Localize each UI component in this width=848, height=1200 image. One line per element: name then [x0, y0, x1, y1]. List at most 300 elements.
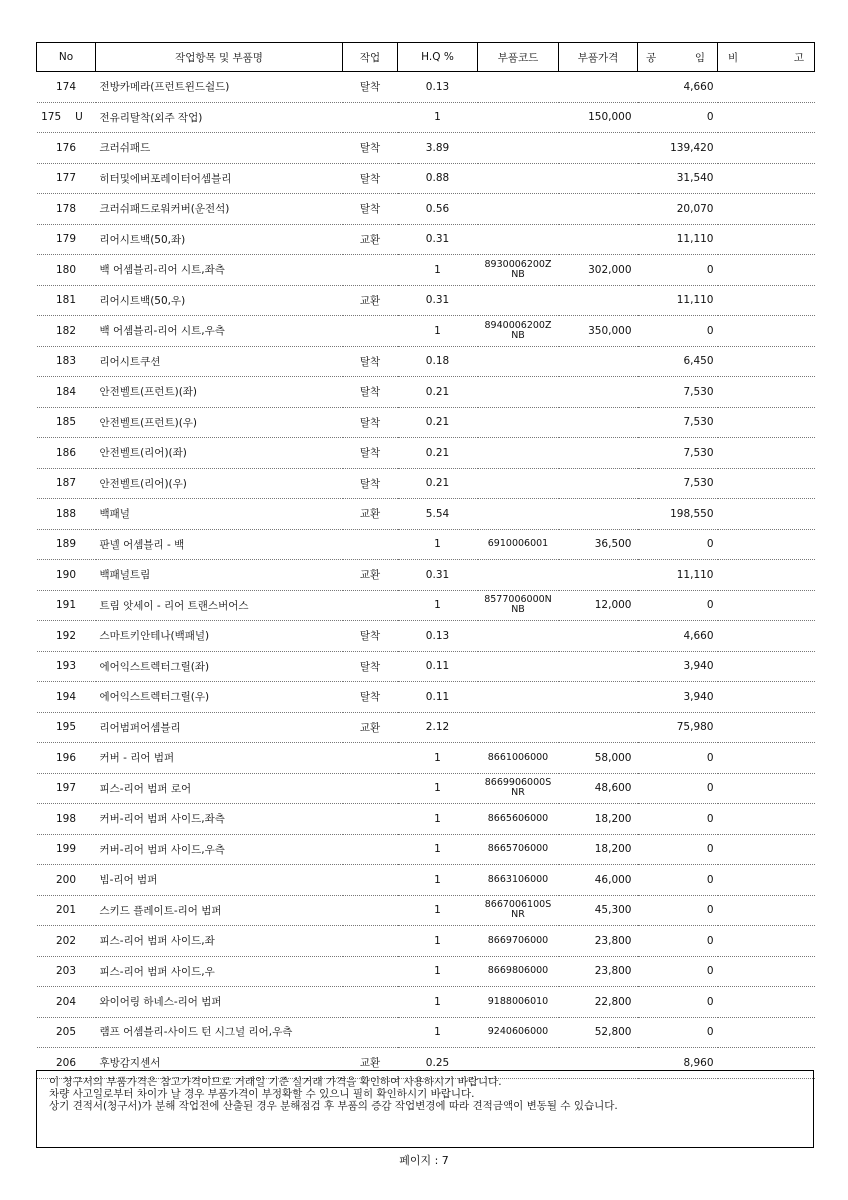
cell-no [37, 529, 96, 560]
cell-code [478, 560, 559, 591]
cell-work [343, 956, 398, 987]
item-name: 안전벨트(프런트)(우) [99, 416, 198, 429]
cell-hq: 0.88 [398, 163, 478, 194]
table-row [37, 895, 815, 926]
cell-code: 8930006200Z NB [478, 255, 559, 286]
table-row [37, 407, 815, 438]
item-name: 피스-리어 범퍼 사이드,좌 [99, 935, 215, 948]
cell-item [96, 224, 343, 255]
cell-no [37, 956, 96, 987]
item-name: 크러쉬패드로워커버(운전석) [99, 203, 230, 216]
table-row [37, 743, 815, 774]
cell-note [718, 72, 815, 103]
item-name: 안전벨트(리어)(좌) [99, 447, 187, 460]
cell-hq: 1 [398, 956, 478, 987]
header-labor-right: 임 [694, 51, 705, 64]
row-number: 192 [55, 629, 77, 642]
table-row [37, 72, 815, 103]
cell-code [478, 72, 559, 103]
cell-no [37, 560, 96, 591]
cell-item [96, 804, 343, 835]
item-name: 와이어링 하네스-리어 범퍼 [99, 996, 222, 1009]
cell-code: 8665706000 [478, 834, 559, 865]
cell-labor: 75,980 [638, 712, 718, 743]
row-number: 187 [55, 477, 77, 490]
item-name: 리어시트백(50,좌) [99, 233, 186, 246]
cell-note [718, 987, 815, 1018]
table-row [37, 834, 815, 865]
table-row [37, 346, 815, 377]
cell-labor: 0 [638, 834, 718, 865]
cell-hq: 0.31 [398, 285, 478, 316]
item-name: 커버 - 리어 범퍼 [99, 752, 175, 765]
table-row [37, 499, 815, 530]
item-name: 백패널트림 [99, 569, 151, 582]
cell-hq: 0.13 [398, 72, 478, 103]
table-row [37, 956, 815, 987]
cell-no [37, 285, 96, 316]
cell-labor: 0 [638, 255, 718, 286]
table-row [37, 377, 815, 408]
cell-note [718, 712, 815, 743]
cell-note [718, 743, 815, 774]
cell-labor: 3,940 [638, 682, 718, 713]
cell-work: 탈착 [343, 72, 398, 103]
cell-no [37, 133, 96, 164]
table-row [37, 621, 815, 652]
cell-price: 12,000 [559, 590, 638, 621]
cell-note [718, 1017, 815, 1048]
cell-work: 탈착 [343, 682, 398, 713]
cell-price [559, 377, 638, 408]
row-number: 175 [41, 111, 62, 124]
cell-labor: 7,530 [638, 377, 718, 408]
cell-no [37, 438, 96, 469]
cell-price: 23,800 [559, 926, 638, 957]
cell-item [96, 590, 343, 621]
cell-code [478, 651, 559, 682]
cell-price: 350,000 [559, 316, 638, 347]
cell-work [343, 590, 398, 621]
table-row [37, 163, 815, 194]
item-name: 빔-리어 범퍼 [99, 874, 158, 887]
page-number: 페이지 : 7 [399, 1154, 449, 1167]
item-name: 백 어셈블리-리어 시트,좌측 [99, 264, 225, 277]
cell-labor: 11,110 [638, 224, 718, 255]
cell-note [718, 407, 815, 438]
cell-code [478, 224, 559, 255]
header-note-right: 고 [793, 51, 804, 64]
header-no: No [37, 43, 96, 72]
cell-note [718, 956, 815, 987]
cell-price: 48,600 [559, 773, 638, 804]
cell-no [37, 102, 96, 133]
cell-labor: 31,540 [638, 163, 718, 194]
cell-no [37, 773, 96, 804]
row-number: 190 [55, 568, 77, 581]
table-row [37, 712, 815, 743]
cell-work [343, 1017, 398, 1048]
item-name: 스마트키안테나(백패널) [99, 630, 210, 643]
row-number: 183 [55, 355, 77, 368]
cell-hq: 1 [398, 804, 478, 835]
cell-price [559, 560, 638, 591]
row-number: 178 [55, 202, 77, 215]
cell-note [718, 133, 815, 164]
cell-hq: 0.56 [398, 194, 478, 225]
table-row [37, 194, 815, 225]
cell-work [343, 804, 398, 835]
estimate-table [36, 42, 815, 1079]
cell-code: 8667006100S NR [478, 895, 559, 926]
cell-note [718, 346, 815, 377]
cell-item [96, 895, 343, 926]
cell-no [37, 834, 96, 865]
cell-note [718, 316, 815, 347]
header-work: 작업 [343, 43, 398, 72]
item-name: 안전벨트(리어)(우) [99, 477, 187, 490]
row-number: 186 [55, 446, 77, 459]
cell-hq: 0.21 [398, 438, 478, 469]
cell-note [718, 163, 815, 194]
cell-item [96, 651, 343, 682]
cell-item [96, 773, 343, 804]
cell-item [96, 194, 343, 225]
item-name: 커버-리어 범퍼 사이드,좌측 [99, 813, 225, 826]
header-labor-left: 공 [646, 51, 657, 64]
item-name: 리어시트백(50,우) [99, 294, 186, 307]
cell-price [559, 712, 638, 743]
row-number: 189 [55, 538, 77, 551]
notice-line: 이 청구서의 부품가격은 참고가격이므로 거래일 기준 실거래 가격을 확인하여 사용하시기 바랍니다. [49, 1076, 502, 1088]
cell-hq: 0.21 [398, 468, 478, 499]
row-number: 196 [55, 751, 77, 764]
cell-hq: 0.11 [398, 651, 478, 682]
cell-hq: 1 [398, 865, 478, 896]
cell-item [96, 834, 343, 865]
cell-price: 23,800 [559, 956, 638, 987]
table-row [37, 682, 815, 713]
cell-hq: 1 [398, 834, 478, 865]
row-number: 197 [55, 782, 77, 795]
cell-item [96, 529, 343, 560]
cell-price [559, 346, 638, 377]
cell-labor: 11,110 [638, 560, 718, 591]
cell-code: 8669806000 [478, 956, 559, 987]
item-name: 램프 어셈블리-사이드 턴 시그널 리어,우측 [99, 1026, 293, 1039]
header-price: 부품가격 [559, 43, 638, 72]
table-row [37, 438, 815, 469]
cell-price [559, 163, 638, 194]
row-number: 179 [55, 233, 77, 246]
cell-note [718, 499, 815, 530]
row-number: 180 [55, 263, 77, 276]
row-number: 194 [55, 690, 77, 703]
table-row [37, 1017, 815, 1048]
cell-work: 탈착 [343, 407, 398, 438]
cell-hq: 0.31 [398, 224, 478, 255]
row-number: 188 [55, 507, 77, 520]
cell-item [96, 346, 343, 377]
row-number: 205 [55, 1026, 77, 1039]
cell-no [37, 224, 96, 255]
cell-code: 8663106000 [478, 865, 559, 896]
cell-no [37, 987, 96, 1018]
row-number: 185 [55, 416, 77, 429]
cell-code [478, 499, 559, 530]
cell-hq: 1 [398, 316, 478, 347]
cell-code [478, 682, 559, 713]
cell-item [96, 102, 343, 133]
cell-no [37, 499, 96, 530]
cell-code: 8669706000 [478, 926, 559, 957]
cell-work [343, 895, 398, 926]
cell-labor: 0 [638, 865, 718, 896]
cell-price [559, 621, 638, 652]
cell-work [343, 316, 398, 347]
cell-price: 18,200 [559, 804, 638, 835]
cell-no [37, 895, 96, 926]
item-name: 백패널 [99, 508, 130, 521]
item-name: 에어익스트렉터그릴(좌) [99, 660, 210, 673]
cell-note [718, 285, 815, 316]
cell-hq: 0.21 [398, 377, 478, 408]
cell-item [96, 377, 343, 408]
cell-no [37, 804, 96, 835]
row-number: 184 [55, 385, 77, 398]
cell-code: 8661006000 [478, 743, 559, 774]
cell-labor: 0 [638, 1017, 718, 1048]
cell-labor: 20,070 [638, 194, 718, 225]
cell-code [478, 377, 559, 408]
cell-item [96, 865, 343, 896]
cell-hq: 1 [398, 926, 478, 957]
cell-no [37, 621, 96, 652]
cell-labor: 7,530 [638, 438, 718, 469]
cell-hq: 0.31 [398, 560, 478, 591]
cell-item [96, 255, 343, 286]
cell-code [478, 712, 559, 743]
table-body [37, 72, 815, 1079]
cell-work [343, 865, 398, 896]
table-row [37, 224, 815, 255]
estimate-table-frame [36, 42, 814, 1079]
cell-no [37, 255, 96, 286]
cell-work: 탈착 [343, 163, 398, 194]
cell-hq: 1 [398, 1017, 478, 1048]
cell-work [343, 529, 398, 560]
row-number: 176 [55, 141, 77, 154]
cell-labor: 0 [638, 956, 718, 987]
row-number: 182 [55, 324, 77, 337]
cell-no [37, 682, 96, 713]
cell-work: 탈착 [343, 468, 398, 499]
cell-item [96, 407, 343, 438]
cell-no [37, 194, 96, 225]
cell-price [559, 224, 638, 255]
item-name: 트림 앗세이 - 리어 트랜스버어스 [99, 599, 249, 612]
cell-item [96, 285, 343, 316]
cell-price [559, 194, 638, 225]
cell-labor: 0 [638, 316, 718, 347]
cell-work [343, 987, 398, 1018]
cell-price [559, 72, 638, 103]
row-number: 206 [55, 1056, 77, 1069]
cell-work [343, 102, 398, 133]
cell-labor: 7,530 [638, 468, 718, 499]
cell-labor: 0 [638, 529, 718, 560]
cell-no [37, 743, 96, 774]
cell-item [96, 926, 343, 957]
cell-work [343, 255, 398, 286]
cell-note [718, 194, 815, 225]
cell-labor: 139,420 [638, 133, 718, 164]
header-labor [638, 43, 718, 72]
cell-hq: 3.89 [398, 133, 478, 164]
cell-code [478, 194, 559, 225]
cell-price: 45,300 [559, 895, 638, 926]
row-number: 195 [55, 721, 77, 734]
cell-work: 탈착 [343, 133, 398, 164]
cell-work [343, 743, 398, 774]
cell-price [559, 407, 638, 438]
cell-hq: 0.21 [398, 407, 478, 438]
cell-price [559, 133, 638, 164]
cell-labor: 0 [638, 895, 718, 926]
cell-item [96, 712, 343, 743]
table-row [37, 926, 815, 957]
cell-no [37, 865, 96, 896]
cell-price: 52,800 [559, 1017, 638, 1048]
cell-hq: 1 [398, 743, 478, 774]
header-hq: H.Q % [398, 43, 478, 72]
cell-note [718, 102, 815, 133]
cell-note [718, 255, 815, 286]
cell-no [37, 926, 96, 957]
cell-price [559, 499, 638, 530]
item-name: 피스-리어 범퍼 사이드,우 [99, 965, 215, 978]
cell-work: 교환 [343, 285, 398, 316]
cell-note [718, 590, 815, 621]
cell-work: 교환 [343, 1048, 398, 1079]
cell-work: 교환 [343, 499, 398, 530]
cell-work: 교환 [343, 224, 398, 255]
cell-hq: 1 [398, 529, 478, 560]
cell-work [343, 834, 398, 865]
cell-no [37, 712, 96, 743]
cell-code [478, 468, 559, 499]
item-name: 크러쉬패드 [99, 142, 151, 155]
cell-work: 탈착 [343, 194, 398, 225]
cell-labor: 0 [638, 773, 718, 804]
cell-note [718, 651, 815, 682]
cell-no [37, 316, 96, 347]
cell-note [718, 926, 815, 957]
header-item: 작업항목 및 부품명 [96, 43, 343, 72]
item-name: 피스-리어 범퍼 로어 [99, 782, 192, 795]
row-number: 181 [55, 294, 77, 307]
cell-hq: 0.13 [398, 621, 478, 652]
table-row [37, 865, 815, 896]
cell-price [559, 651, 638, 682]
cell-labor: 4,660 [638, 621, 718, 652]
row-number: 193 [55, 660, 77, 673]
notice-box [36, 1070, 814, 1148]
cell-price: 150,000 [559, 102, 638, 133]
table-row [37, 651, 815, 682]
item-name: 리어범퍼어셈블리 [99, 721, 181, 734]
cell-item [96, 316, 343, 347]
table-row [37, 468, 815, 499]
cell-note [718, 834, 815, 865]
cell-note [718, 468, 815, 499]
header-note [718, 43, 815, 72]
cell-item [96, 956, 343, 987]
table-header-row [37, 43, 815, 72]
cell-note [718, 438, 815, 469]
cell-work [343, 926, 398, 957]
cell-hq: 5.54 [398, 499, 478, 530]
cell-labor: 11,110 [638, 285, 718, 316]
cell-price: 36,500 [559, 529, 638, 560]
cell-labor: 3,940 [638, 651, 718, 682]
cell-code: 6910006001 [478, 529, 559, 560]
cell-hq: 1 [398, 987, 478, 1018]
row-number: 202 [55, 934, 77, 947]
cell-code [478, 407, 559, 438]
cell-note [718, 224, 815, 255]
cell-hq: 1 [398, 255, 478, 286]
cell-item [96, 72, 343, 103]
cell-code [478, 438, 559, 469]
cell-hq: 0.25 [398, 1048, 478, 1079]
cell-code [478, 285, 559, 316]
cell-work: 탈착 [343, 346, 398, 377]
table-row [37, 987, 815, 1018]
cell-no [37, 590, 96, 621]
cell-work: 교환 [343, 560, 398, 591]
cell-code: 8940006200Z NB [478, 316, 559, 347]
cell-price: 22,800 [559, 987, 638, 1018]
cell-labor: 0 [638, 804, 718, 835]
cell-note [718, 560, 815, 591]
cell-note [718, 377, 815, 408]
cell-note [718, 804, 815, 835]
cell-item [96, 133, 343, 164]
cell-code [478, 133, 559, 164]
table-row [37, 590, 815, 621]
item-name: 전유리탈착(외주 작업) [99, 111, 203, 124]
cell-no [37, 163, 96, 194]
cell-price [559, 468, 638, 499]
item-name: 히터및에버포레이터어셈블리 [99, 172, 232, 185]
item-name: 리어시트쿠션 [99, 355, 161, 368]
row-number: 200 [55, 873, 77, 886]
cell-item [96, 560, 343, 591]
item-name: 백 어셈블리-리어 시트,우측 [99, 325, 225, 338]
cell-price [559, 682, 638, 713]
cell-note [718, 682, 815, 713]
row-number: 174 [55, 80, 77, 93]
row-flag: U [75, 111, 83, 124]
row-number: 198 [55, 812, 77, 825]
item-name: 에어익스트렉터그릴(우) [99, 691, 210, 704]
item-name: 스키드 플레이트-리어 범퍼 [99, 904, 222, 917]
cell-hq: 0.18 [398, 346, 478, 377]
cell-labor: 4,660 [638, 72, 718, 103]
table-row [37, 804, 815, 835]
table-row [37, 316, 815, 347]
